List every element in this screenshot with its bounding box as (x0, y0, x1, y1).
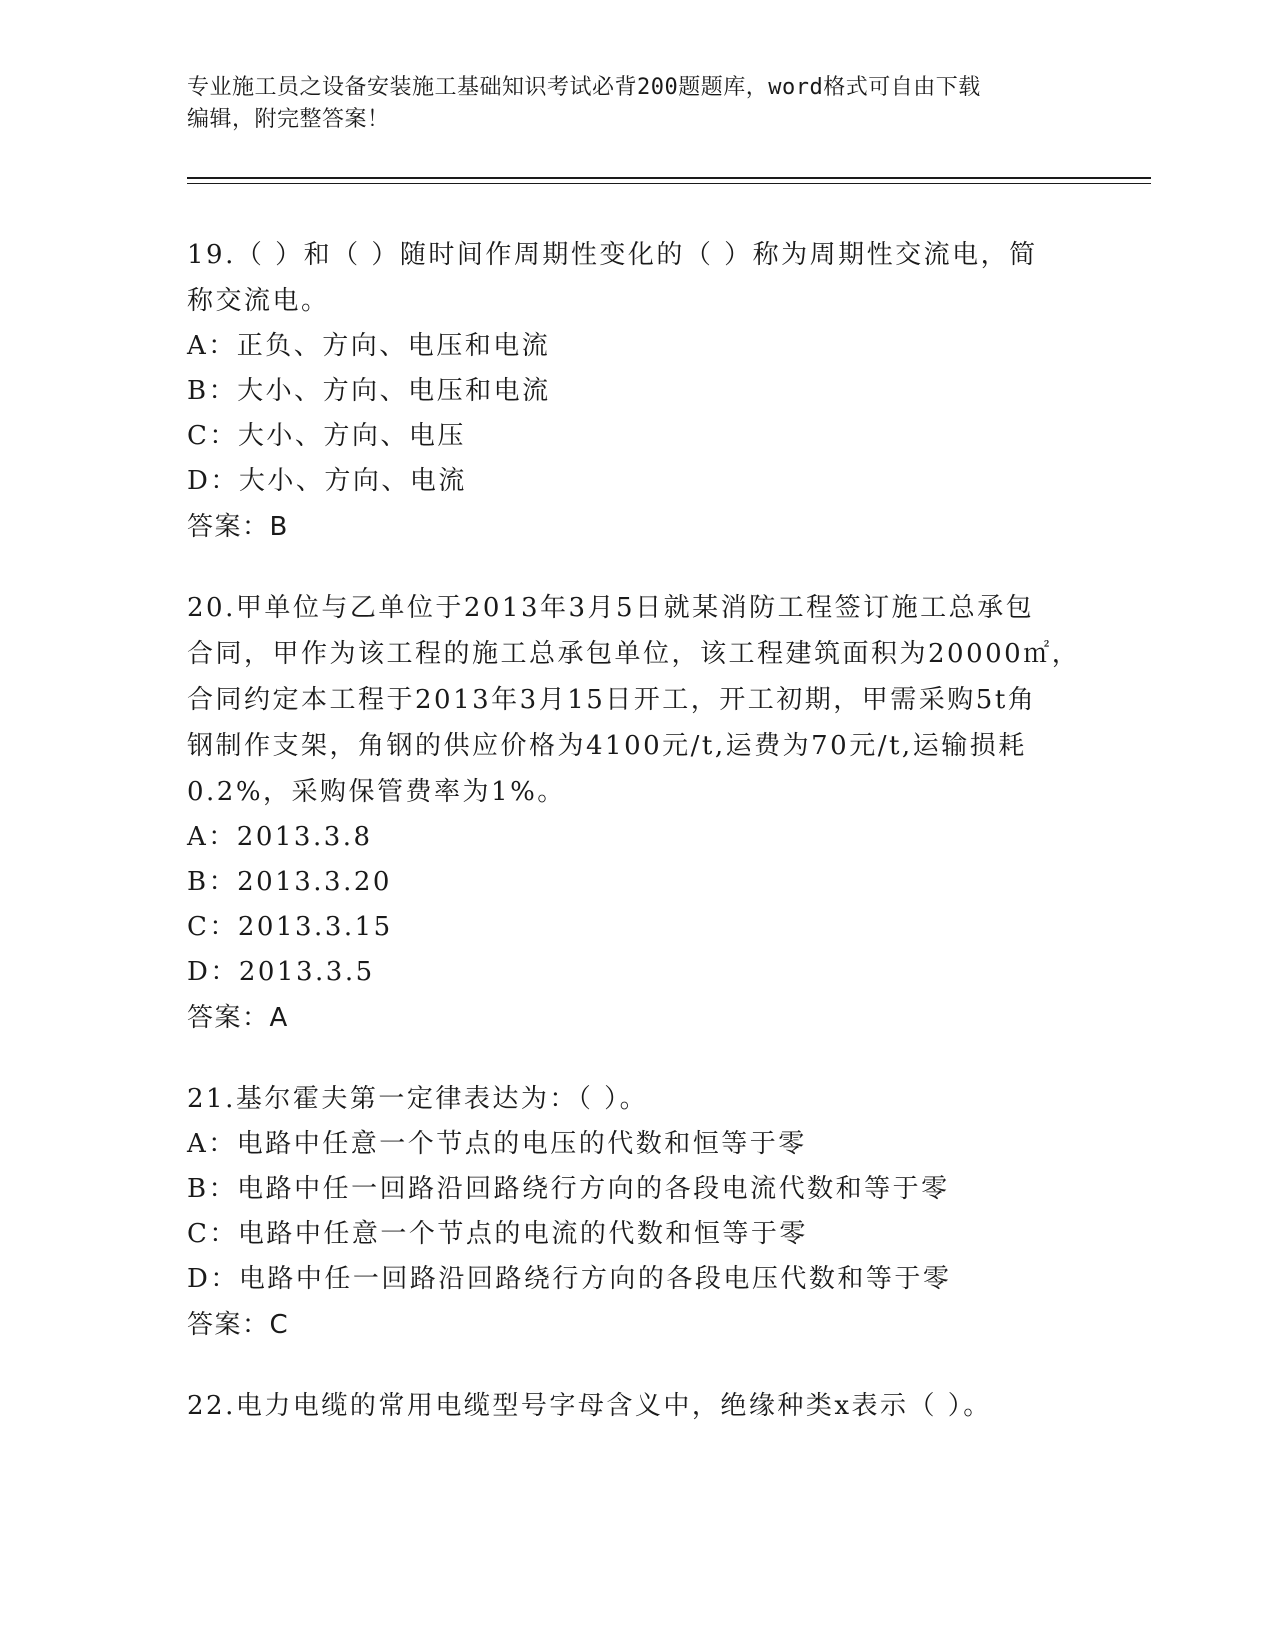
option-b: B：电路中任一回路沿回路绕行方向的各段电流代数和等于零 (187, 1174, 950, 1204)
question-22 (187, 1383, 1087, 1429)
question-stem: 合同，甲作为该工程的施工总承包单位，该工程建筑面积为20000㎡， (187, 639, 1081, 669)
option-c: C：电路中任意一个节点的电流的代数和恒等于零 (187, 1219, 808, 1249)
question-stem: 称交流电。 (187, 286, 330, 316)
header-divider-thick (187, 177, 1151, 179)
option-a: A：电路中任意一个节点的电压的代数和恒等于零 (187, 1129, 807, 1159)
question-21 (187, 1076, 1087, 1348)
option-b: B：2013.3.20 (187, 867, 392, 897)
option-c: C：2013.3.15 (187, 912, 393, 942)
question-stem: 钢制作支架，角钢的供应价格为4100元/t,运费为70元/t,运输损耗 (187, 731, 1027, 761)
question-list (187, 232, 1087, 1464)
question-stem: 20.甲单位与乙单位于2013年3月5日就某消防工程签订施工总承包 (187, 593, 1035, 623)
header-line-2: 编辑，附完整答案！ (187, 107, 390, 132)
answer: 答案：A (187, 1003, 289, 1033)
question-stem: 21.基尔霍夫第一定律表达为：（ ）。 (187, 1084, 649, 1114)
question-19 (187, 232, 1087, 550)
option-a: A：正负、方向、电压和电流 (187, 331, 551, 361)
answer: 答案：C (187, 1310, 290, 1340)
option-d: D：电路中任一回路沿回路绕行方向的各段电压代数和等于零 (187, 1264, 952, 1294)
option-d: D：大小、方向、电流 (187, 466, 467, 496)
option-a: A：2013.3.8 (187, 822, 373, 852)
option-c: C：大小、方向、电压 (187, 421, 466, 451)
option-b: B：大小、方向、电压和电流 (187, 376, 551, 406)
question-stem: 22.电力电缆的常用电缆型号字母含义中，绝缘种类x表示（ ）。 (187, 1391, 992, 1421)
answer: 答案：B (187, 512, 289, 542)
question-stem: 19.（ ）和（ ）随时间作周期性变化的（ ）称为周期性交流电，简 (187, 240, 1038, 270)
question-stem: 0.2%，采购保管费率为1%。 (187, 777, 566, 807)
header-divider-thin (187, 183, 1151, 184)
option-d: D：2013.3.5 (187, 957, 375, 987)
document-header (187, 72, 1087, 136)
question-stem: 合同约定本工程于2013年3月15日开工，开工初期，甲需采购5t角 (187, 685, 1037, 715)
question-20 (187, 585, 1087, 1041)
header-line-1: 专业施工员之设备安装施工基础知识考试必背200题题库，word格式可自由下载 (187, 75, 981, 100)
